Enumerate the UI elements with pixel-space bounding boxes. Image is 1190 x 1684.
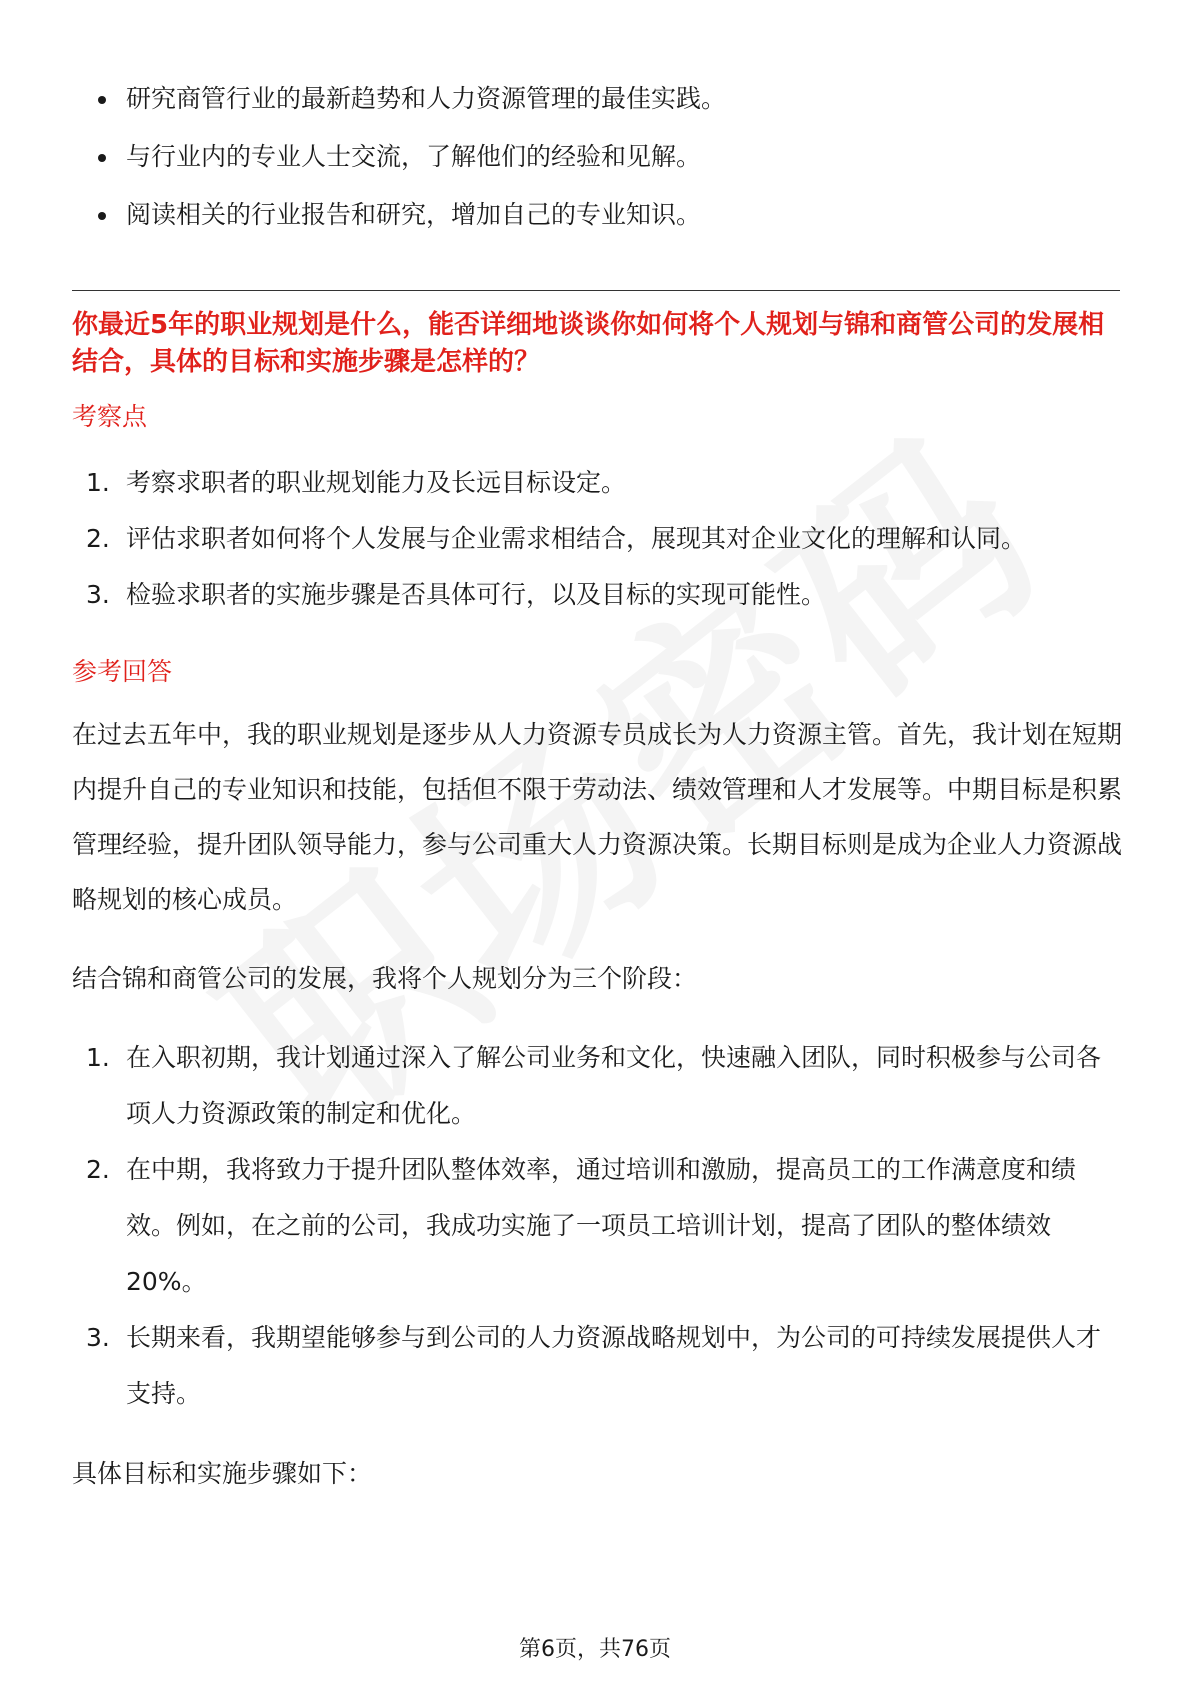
list-item bbox=[72, 128, 1122, 186]
list-number: 1. bbox=[86, 1043, 110, 1072]
intro-bullet-list bbox=[72, 70, 1122, 244]
list-item-text: 在入职初期，我计划通过深入了解公司业务和文化，快速融入团队，同时积极参与公司各项人力资源政策的制定和优化。 bbox=[126, 1043, 1102, 1128]
reference-answer-heading: 参考回答 bbox=[72, 657, 173, 686]
list-number: 3. bbox=[86, 580, 110, 609]
list-item bbox=[72, 455, 1122, 511]
list-item-text: 研究商管行业的最新趋势和人力资源管理的最佳实践。 bbox=[126, 84, 727, 113]
answer-paragraph: 具体目标和实施步骤如下： bbox=[72, 1459, 373, 1488]
list-item bbox=[72, 1142, 1122, 1310]
exam-points-heading: 考察点 bbox=[72, 402, 148, 431]
list-item-text: 检验求职者的实施步骤是否具体可行，以及目标的实现可能性。 bbox=[126, 580, 827, 609]
list-number: 3. bbox=[86, 1323, 110, 1352]
bullet-icon bbox=[98, 154, 106, 162]
list-item-text: 与行业内的专业人士交流，了解他们的经验和见解。 bbox=[126, 142, 702, 171]
list-item-text: 评估求职者如何将个人发展与企业需求相结合，展现其对企业文化的理解和认同。 bbox=[126, 524, 1027, 553]
bullet-icon bbox=[98, 212, 106, 220]
section-divider bbox=[72, 290, 1120, 291]
answer-paragraph: 在过去五年中，我的职业规划是逐步从人力资源专员成长为人力资源主管。首先，我计划在短期内提升自己的专业知识和技能，包括但不限于劳动法、绩效管理和人才发展等。中期目标是积累管理经验，提升团队领导能力，参与公司重大人力资源决策。长期目标则是成为企业人力资源战略规划的核心成员。 bbox=[72, 720, 1123, 914]
exam-points-list bbox=[72, 455, 1122, 623]
list-item-text: 在中期，我将致力于提升团队整体效率，通过培训和激励，提高员工的工作满意度和绩效。例如，在之前的公司，我成功实施了一项员工培训计划，提高了团队的整体绩效20%。 bbox=[126, 1155, 1077, 1296]
list-number: 2. bbox=[86, 1155, 110, 1184]
list-item bbox=[72, 1030, 1122, 1142]
page-content bbox=[72, 70, 1122, 1501]
list-number: 2. bbox=[86, 524, 110, 553]
list-number: 1. bbox=[86, 468, 110, 497]
interview-question: 你最近5年的职业规划是什么，能否详细地谈谈你如何将个人规划与锦和商管公司的发展相结合，具体的目标和实施步骤是怎样的？ bbox=[72, 310, 1105, 377]
list-item-text: 考察求职者的职业规划能力及长远目标设定。 bbox=[126, 468, 627, 497]
answer-paragraph: 结合锦和商管公司的发展，我将个人规划分为三个阶段： bbox=[72, 964, 698, 993]
list-item bbox=[72, 567, 1122, 623]
bullet-icon bbox=[98, 96, 106, 104]
list-item bbox=[72, 70, 1122, 128]
list-item bbox=[72, 511, 1122, 567]
stages-list bbox=[72, 1030, 1122, 1422]
page-footer: 第6页，共76页 bbox=[519, 1637, 671, 1662]
list-item-text: 阅读相关的行业报告和研究，增加自己的专业知识。 bbox=[126, 200, 702, 229]
list-item-text: 长期来看，我期望能够参与到公司的人力资源战略规划中，为公司的可持续发展提供人才支持。 bbox=[126, 1323, 1102, 1408]
list-item bbox=[72, 1310, 1122, 1422]
list-item bbox=[72, 186, 1122, 244]
